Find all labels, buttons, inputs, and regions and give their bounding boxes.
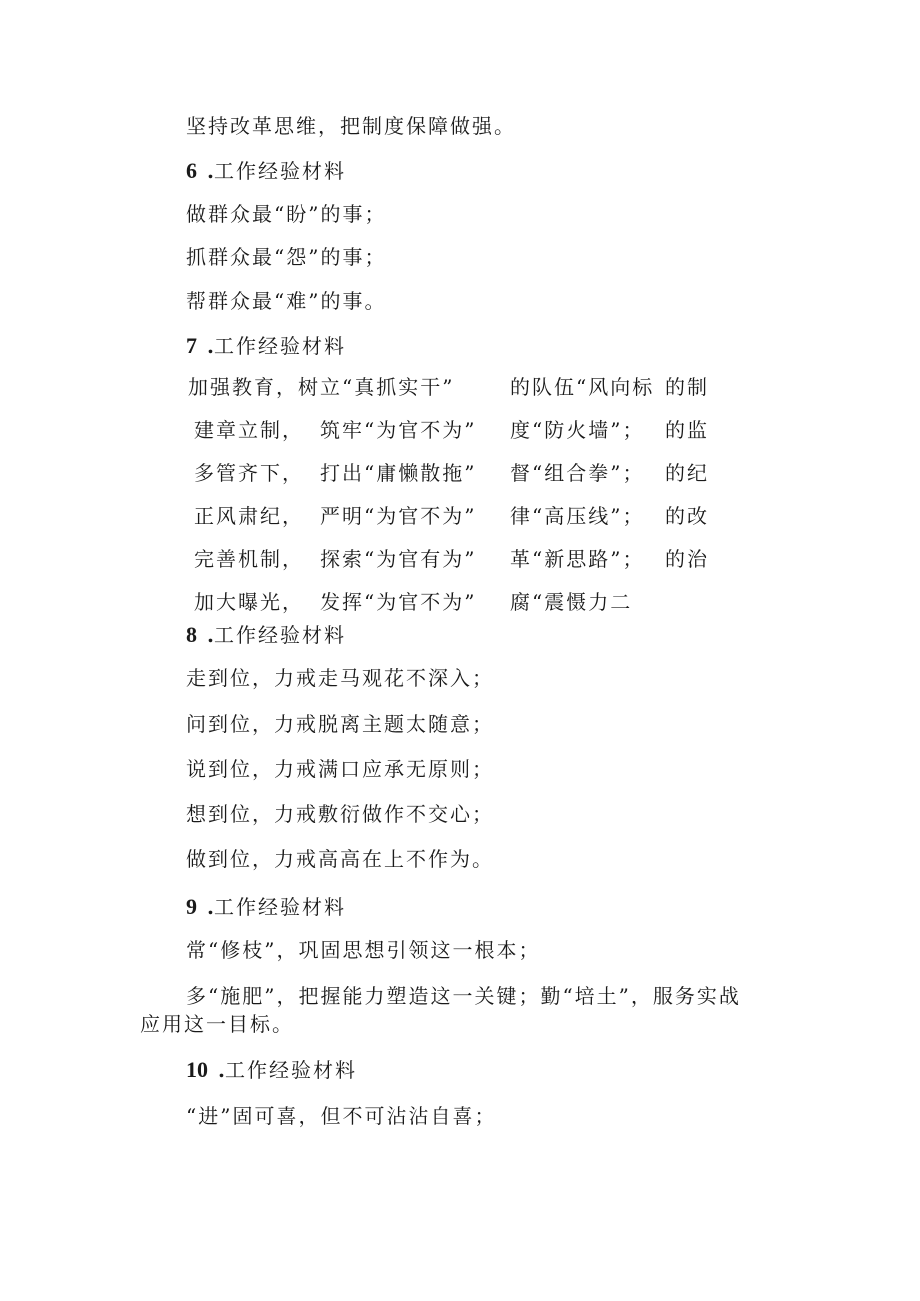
table-cell: 的改	[665, 504, 709, 528]
section-9-heading	[186, 896, 346, 918]
paragraph-line: 做到位，力戒高高在上不作为。	[186, 847, 494, 871]
table-cell: 严明“为官不为”	[320, 504, 477, 528]
paragraph-line: 常“修枝”，巩固思想引领这一根本；	[186, 938, 541, 962]
paragraph-line: 帮群众最“难”的事。	[186, 289, 387, 313]
table-cell: 度“防火墙”；	[510, 418, 645, 442]
section-number: 8	[186, 622, 197, 647]
table-cell: 筑牢“为官不为”	[320, 418, 477, 442]
section-dot: .	[207, 623, 214, 647]
intro-line: 坚持改革思维，把制度保障做强。	[186, 114, 516, 138]
table-cell: 正风肃纪，	[194, 504, 304, 528]
table-cell: 的监	[665, 418, 709, 442]
section-number: 7	[186, 333, 197, 358]
section-title: 工作经验材料	[213, 895, 346, 919]
section-dot: .	[218, 1058, 225, 1082]
table-cell: 督“组合拳”；	[510, 461, 645, 485]
table-cell: 建章立制，	[194, 418, 304, 442]
section-number: 10	[186, 1057, 208, 1082]
table-cell: 加强教育，树立“真抓实干”	[188, 375, 455, 399]
table-cell: 的队伍“风向标	[510, 375, 655, 399]
table-cell: 打出“庸懒散拖”	[320, 461, 477, 485]
section-number: 9	[186, 894, 197, 919]
section-6-heading	[186, 160, 346, 182]
paragraph-line: 多“施肥”，把握能力塑造这一关键；勤“培土”，服务实战	[186, 984, 741, 1008]
paragraph-line: 走到位，力戒走马观花不深入；	[186, 666, 494, 690]
table-cell: 加大曝光，	[194, 590, 304, 614]
paragraph-line: 问到位，力戒脱离主题太随意；	[186, 712, 494, 736]
paragraph-line: “进”固可喜，但不可沾沾自喜；	[186, 1104, 497, 1128]
section-dot: .	[207, 895, 214, 919]
section-8-heading	[186, 624, 346, 646]
section-number: 6	[186, 158, 197, 183]
table-cell: 的纪	[665, 461, 709, 485]
section-title: 工作经验材料	[213, 334, 346, 358]
table-cell: 的治	[665, 547, 709, 571]
table-cell: 完善机制，	[194, 547, 304, 571]
paragraph-line: 应用这一目标。	[140, 1012, 294, 1036]
section-dot: .	[207, 334, 214, 358]
table-cell: 探索“为官有为”	[320, 547, 477, 571]
paragraph-line: 想到位，力戒敷衍做作不交心；	[186, 802, 494, 826]
table-cell: 的制	[665, 375, 709, 399]
table-cell: 发挥“为官不为”	[320, 590, 477, 614]
section-7-heading	[186, 335, 346, 357]
paragraph-line: 做群众最“盼”的事；	[186, 202, 387, 226]
section-dot: .	[207, 159, 214, 183]
paragraph-line: 抓群众最“怨”的事；	[186, 245, 387, 269]
table-cell: 律“高压线”；	[510, 504, 645, 528]
table-cell: 多管齐下，	[194, 461, 304, 485]
section-title: 工作经验材料	[213, 623, 346, 647]
paragraph-line: 说到位，力戒满口应承无原则；	[186, 757, 494, 781]
section-title: 工作经验材料	[224, 1058, 357, 1082]
table-cell: 腐“震慑力二	[510, 590, 633, 614]
section-title: 工作经验材料	[213, 159, 346, 183]
table-cell: 革“新思路”；	[510, 547, 645, 571]
section-10-heading	[186, 1059, 357, 1081]
